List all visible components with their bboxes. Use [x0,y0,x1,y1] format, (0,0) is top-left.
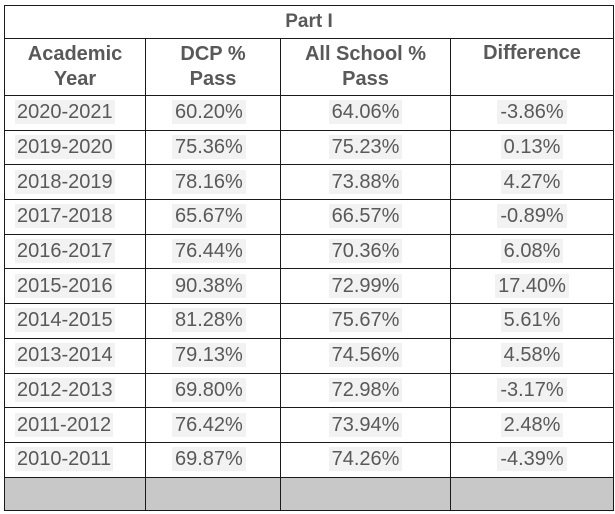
blank-cell [281,477,451,510]
header-academic-year-line1: Academic [27,43,123,65]
cell-all-school-pass-value: 70.36% [329,239,403,263]
table-row [5,234,614,269]
cell-difference [451,165,614,200]
table-row [5,408,614,443]
cell-academic-year-value: 2016-2017 [17,240,113,263]
cell-all-school-pass-value: 73.94% [329,413,403,437]
cell-academic-year-value: 2019-2020 [17,136,113,159]
cell-dcp-pass-value: 76.44% [172,239,246,263]
cell-academic-year [5,165,146,200]
cell-all-school-pass-value: 74.26% [329,447,403,471]
cell-dcp-pass-value: 65.67% [172,204,246,228]
cell-difference-value: -4.39% [497,447,566,471]
cell-academic-year [5,338,146,373]
cell-difference-value: -3.86% [497,100,566,124]
cell-academic-year-value: 2013-2014 [17,344,113,367]
cell-difference [451,130,614,165]
header-dcp-pass-line1: DCP % [180,43,246,65]
cell-difference-value: 17.40% [495,274,569,298]
cell-all-school-pass [281,234,451,269]
cell-dcp-pass-value: 81.28% [172,308,246,332]
blank-cell [451,477,614,510]
cell-dcp-pass [146,234,281,269]
cell-difference-value: -3.17% [497,378,566,402]
table-row [5,269,614,304]
cell-dcp-pass [146,130,281,165]
cell-all-school-pass [281,442,451,477]
cell-academic-year-value: 2012-2013 [17,378,113,401]
cell-difference [451,234,614,269]
cell-academic-year-value: 2020-2021 [17,101,113,124]
cell-difference [451,200,614,235]
cell-academic-year-value: 2010-2011 [17,448,112,471]
table-title [5,6,614,39]
cell-academic-year [5,304,146,339]
header-all-school-pass-line1: All School % [304,43,427,65]
header-all-school-pass [281,39,451,96]
cell-difference-value: 0.13% [501,135,564,159]
cell-dcp-pass-value: 78.16% [172,170,246,194]
pass-rate-table [4,5,614,511]
cell-all-school-pass [281,304,451,339]
cell-all-school-pass [281,200,451,235]
cell-all-school-pass-value: 74.56% [329,343,403,367]
header-academic-year [5,39,146,96]
cell-difference [451,304,614,339]
cell-all-school-pass-value: 73.88% [329,170,403,194]
cell-all-school-pass [281,373,451,408]
cell-difference-value: 2.48% [501,413,564,437]
cell-all-school-pass [281,130,451,165]
table-row [5,130,614,165]
cell-difference-value: -0.89% [497,204,566,228]
cell-dcp-pass-value: 69.80% [172,378,246,402]
cell-academic-year [5,373,146,408]
cell-academic-year [5,96,146,131]
header-difference-line1: Difference [483,42,581,64]
cell-all-school-pass-value: 72.99% [329,274,403,298]
table-header-row [5,39,614,96]
cell-dcp-pass-value: 69.87% [172,447,246,471]
cell-all-school-pass-value: 72.98% [329,378,403,402]
cell-all-school-pass [281,338,451,373]
cell-academic-year [5,130,146,165]
cell-difference [451,442,614,477]
cell-academic-year-value: 2017-2018 [17,205,113,228]
cell-academic-year [5,442,146,477]
cell-all-school-pass [281,408,451,443]
header-dcp-pass-line2: Pass [189,68,237,90]
cell-difference-value: 6.08% [501,239,564,263]
cell-dcp-pass [146,165,281,200]
cell-all-school-pass-value: 64.06% [329,100,403,124]
cell-all-school-pass-value: 66.57% [329,204,403,228]
table-body [5,96,614,511]
cell-all-school-pass-value: 75.67% [329,308,403,332]
cell-academic-year [5,234,146,269]
cell-dcp-pass-value: 90.38% [172,274,246,298]
header-all-school-pass-line2: Pass [342,68,389,90]
cell-dcp-pass-value: 76.42% [172,413,246,437]
cell-difference [451,408,614,443]
header-difference [451,39,614,96]
table-title-row [5,6,614,39]
cell-difference [451,96,614,131]
cell-difference-value: 4.27% [501,170,564,194]
cell-difference [451,269,614,304]
table-row [5,442,614,477]
cell-all-school-pass [281,269,451,304]
cell-academic-year-value: 2018-2019 [17,170,113,193]
cell-academic-year [5,269,146,304]
cell-dcp-pass [146,338,281,373]
cell-academic-year [5,200,146,235]
cell-all-school-pass [281,96,451,131]
cell-difference-value: 5.61% [501,308,564,332]
header-dcp-pass [146,39,281,96]
cell-dcp-pass-value: 75.36% [172,135,246,159]
cell-academic-year-value: 2014-2015 [17,309,113,332]
cell-difference [451,373,614,408]
table-row [5,304,614,339]
header-academic-year-line2: Year [53,68,97,90]
cell-dcp-pass [146,200,281,235]
cell-all-school-pass [281,165,451,200]
cell-dcp-pass [146,442,281,477]
cell-all-school-pass-value: 75.23% [329,135,403,159]
cell-difference [451,338,614,373]
table-row [5,165,614,200]
table-row [5,338,614,373]
table-row [5,200,614,235]
cell-dcp-pass [146,96,281,131]
cell-dcp-pass-value: 60.20% [172,100,246,124]
cell-dcp-pass [146,408,281,443]
blank-cell [146,477,281,510]
cell-academic-year [5,408,146,443]
cell-dcp-pass [146,304,281,339]
cell-academic-year-value: 2015-2016 [17,274,113,297]
table-row [5,373,614,408]
table-title-text: Part I [285,11,333,32]
cell-dcp-pass [146,269,281,304]
table-blank-row [5,477,614,510]
cell-academic-year-value: 2011-2012 [17,413,112,436]
table-row [5,96,614,131]
cell-dcp-pass-value: 79.13% [172,343,246,367]
cell-difference-value: 4.58% [501,343,564,367]
blank-cell [5,477,146,510]
cell-dcp-pass [146,373,281,408]
